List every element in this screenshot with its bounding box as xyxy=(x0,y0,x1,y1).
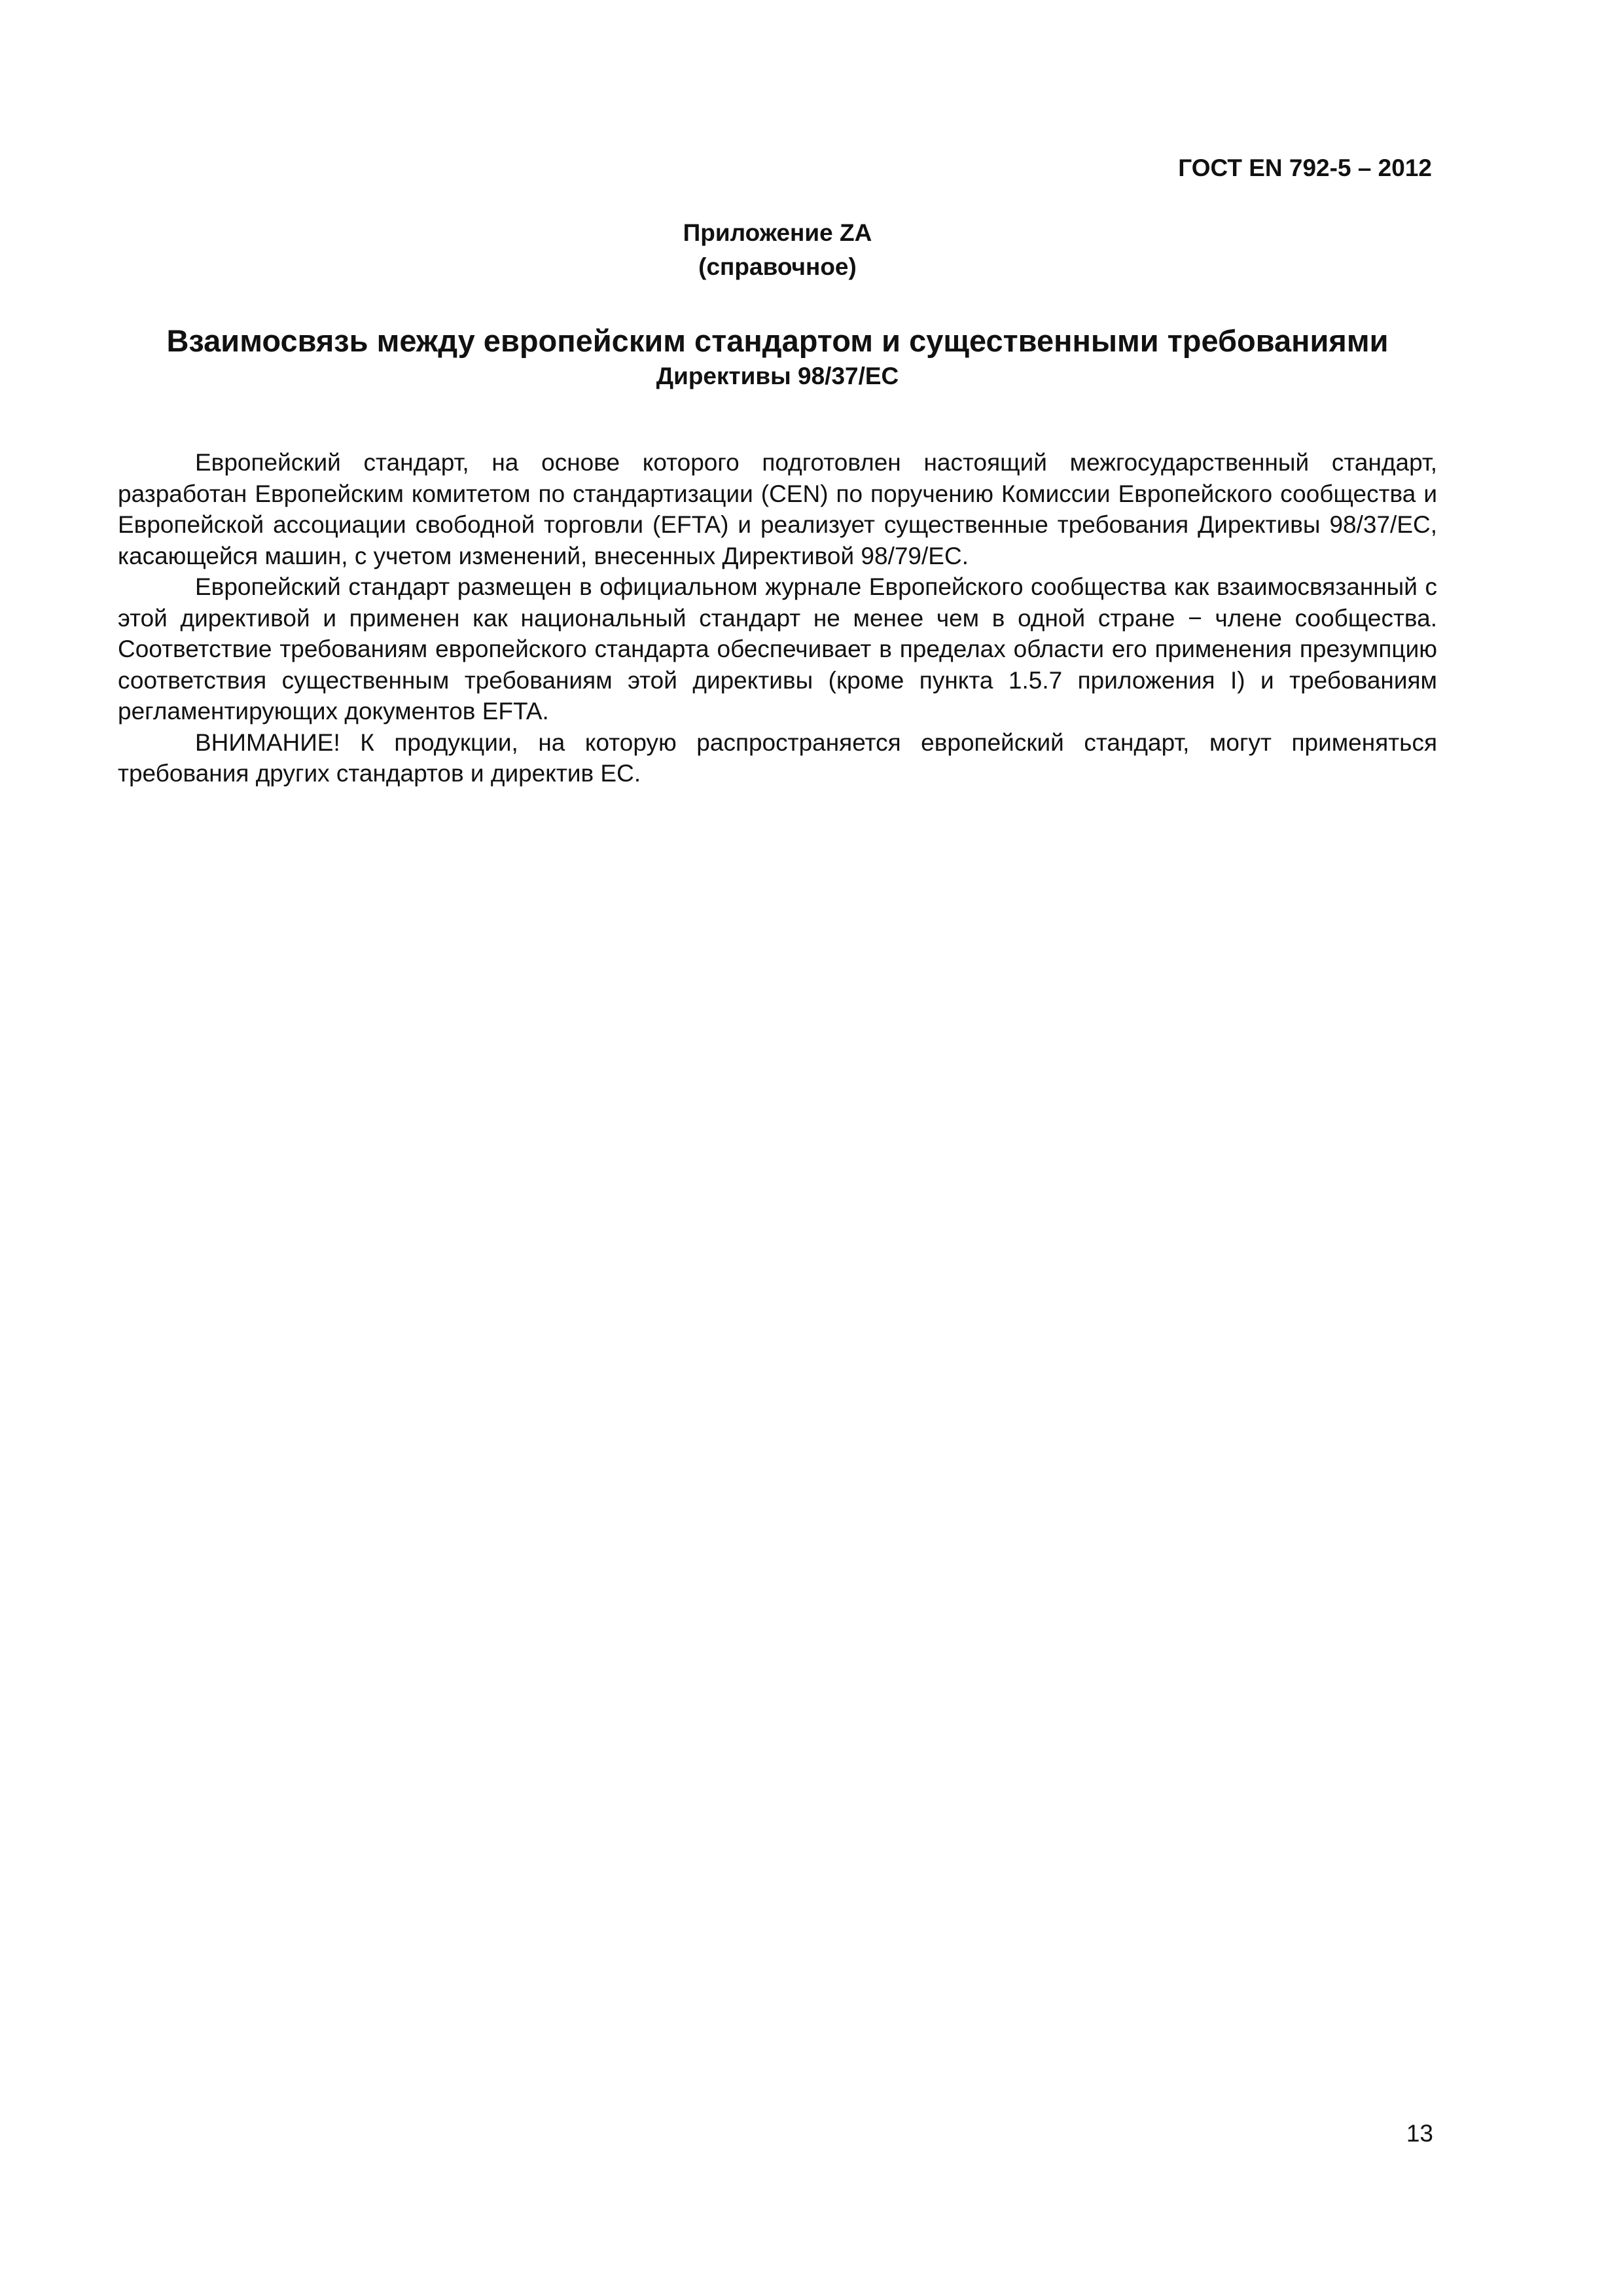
annex-status: (справочное) xyxy=(698,253,857,280)
paragraph-official-journal: Европейский стандарт размещен в официальном журнале Европейского сообщества как взаимосвязанный с этой директивой и применен как национальный стандарт не менее чем в одной стране − члене сообщества. Соответствие требованиям европейского стандарта обеспечивает в пределах области его применения презумпцию соответствия существенным требованиям этой директивы (кроме пункта 1.5.7 приложения I) и требованиям регламентирующих документов EFTA. xyxy=(118,573,1437,725)
annex-label: Приложение ZA xyxy=(683,219,872,246)
document-code-header: ГОСТ EN 792-5 – 2012 xyxy=(1178,154,1432,181)
paragraph-warning: ВНИМАНИЕ! К продукции, на которую распространяется европейский стандарт, могут применяться требования других стандартов и директив ЕС. xyxy=(118,728,1437,787)
page-number: 13 xyxy=(1406,2120,1433,2147)
paragraph-standard-origin: Европейский стандарт, на основе которого подготовлен настоящий межгосударственный стандарт, разработан Европейским комитетом по стандартизации (CEN) по поручению Комиссии Европейского сообщества и Европейской ассоциации свободной торговли (EFTA) и реализует существенные требования Директивы 98/37/ЕС, касающейся машин, с учетом изменений, внесенных Директивой 98/79/ЕС. xyxy=(118,449,1437,569)
annex-subtitle: Директивы 98/37/ЕС xyxy=(656,363,899,389)
annex-title: Взаимосвязь между европейским стандартом и существенными требованиями xyxy=(166,323,1389,358)
annex-heading xyxy=(118,216,1437,393)
annex-body xyxy=(118,447,1437,789)
